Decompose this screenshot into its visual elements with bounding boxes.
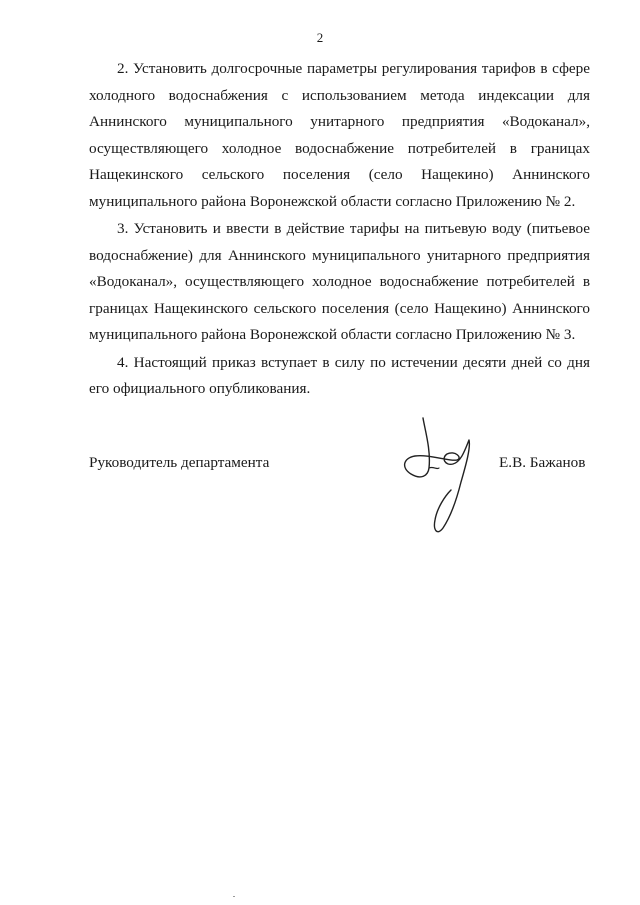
signatory-position: Руководитель департамента [89,454,270,471]
scan-artifact [233,896,235,897]
paragraph-2: 2. Установить долгосрочные параметры регулирования тарифов в сфере холодного водоснабжения с использованием метода индексации для Аннинского муниципального унитарного предприятия «Водоканал», осуществляющего холодное водоснабжение потребителей в границах Нащекинского сельского поселения (село Нащекино) Аннинского муниципального района Воронежской области согласно Приложению № 2. [89,60,590,210]
signatory-name: Е.В. Бажанов [499,454,586,471]
handwritten-signature [395,410,485,540]
document-body [89,56,590,404]
page-number: 2 [316,30,324,45]
paragraph-4: 4. Настоящий приказ вступает в силу по истечении десяти дней со дня его официального опубликования. [89,353,590,397]
paragraph-3: 3. Установить и ввести в действие тарифы на питьевую воду (питьевое водоснабжение) для Аннинского муниципального унитарного предприятия «Водоканал», осуществляющего холодное водоснабжение потребителей в границах Нащекинского сельского поселения (село Нащекино) Аннинского муниципального района Воронежской области согласно Приложению № 3. [89,220,590,343]
